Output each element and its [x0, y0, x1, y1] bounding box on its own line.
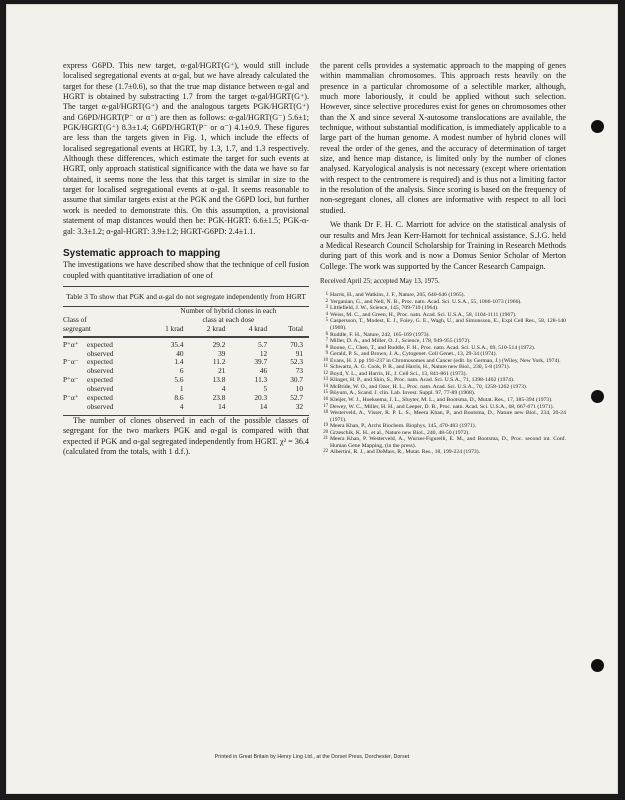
reference-item: [320, 410, 566, 423]
segregant-class: P⁺α⁻: [63, 375, 79, 385]
table-cell-v1: 6: [179, 366, 184, 376]
reference-text: Evans, H. J. pp 191-237 in Chromosomes and Cancer (edit. by German, J.) (Wiley, New York, 1974).: [330, 357, 561, 364]
row-kind: expected: [87, 357, 113, 367]
table-cell-v1: 4: [148, 403, 190, 415]
left-column: [63, 61, 309, 461]
reference-number: 10: [323, 357, 328, 363]
table-3: [63, 286, 309, 416]
reference-text: Ruddle, F. H., Nature, 242, 165-169 (1973).: [330, 331, 430, 338]
reference-number: 20: [323, 429, 328, 435]
column-header: Total: [288, 323, 303, 333]
reference-item: [320, 436, 566, 449]
row-kind: expected: [87, 339, 113, 349]
table-cell-v3: 20.3: [254, 393, 268, 403]
column-header: 4 krad: [248, 323, 268, 333]
table-cell-v1: 1.4: [174, 357, 184, 367]
column-header: 1 krad: [165, 323, 184, 333]
table-cell-v3: 46: [259, 366, 268, 376]
reference-text: Boone, C., Chen, T., and Ruddle, F. H., Proc. natn. Acad. Sci. U.S.A., 69, 510-514 (1972).: [330, 344, 536, 351]
row-kind: observed: [87, 384, 114, 394]
table-cell-v2: 14: [190, 403, 232, 415]
reference-text: Yerganian, G., and Nell, N. B., Proc. natn. Acad. Sci. U.S.A., 55, 1066-1073 (1966).: [330, 298, 522, 305]
table-cell-total: 30.7: [290, 375, 303, 385]
reference-number: 17: [323, 403, 328, 409]
reference-number: 16: [323, 396, 328, 402]
reference-text: Böyum, A., Scand. J. clin. Lab. Invest. Suppl. 97, 77-89 (1968).: [330, 390, 476, 397]
reference-text: Littlefield, J. W., Science, 145, 709-710 (1964).: [330, 305, 439, 312]
reference-number: 1: [325, 292, 328, 298]
binder-hole-top: [591, 120, 604, 133]
reference-text: Meera Khan, P. Westerveld, A., Wurzer-Figurelli, E. M., and Bootsma, D., Proc. second int. Conf. Human Gene Mapping, (in the press).: [330, 436, 566, 449]
table-cell-v3: 14: [231, 403, 273, 415]
row-kind: observed: [87, 348, 114, 358]
segregant-class: P⁺α⁺: [63, 339, 79, 349]
row-kind: expected: [87, 375, 113, 385]
segregant-class-cell: [63, 403, 148, 415]
segregant-class: P⁻α⁻: [63, 357, 79, 367]
journal-page: [6, 4, 618, 794]
reference-text: Kleijer, W. J., Hoeksema, J. L., Sluyter, M. L., and Bootsma, D., Mutat. Res., 17, 385-394 (1973).: [330, 396, 553, 403]
reference-text: Harris, H., and Watkins, J. F., Nature, 205, 640-646 (1965).: [330, 292, 465, 299]
printer-footer: Printed in Great Britain by Henry Ling Ltd., at the Dorset Press, Dorchester, Dorset: [214, 754, 410, 760]
right-column: [320, 61, 566, 456]
table-cell-v1: 5.6: [174, 375, 184, 385]
table-caption: Table 3 To show that PGK and α-gal do not segregate independently from HGRT: [63, 286, 309, 301]
group-header-2: class at each dose: [202, 314, 255, 324]
reference-text: Dewey, W. C., Miller, H. H., and Leeper, D. B., Proc. natn. Acad. Sci. U.S.A., 68, 667-671 (1971).: [330, 403, 554, 410]
reference-number: 15: [323, 390, 328, 396]
table-row: [63, 403, 309, 415]
table-cell-v1: 35.4: [170, 339, 184, 349]
reference-text: Grzeschik, K. H., et al., Nature new Biol., 240, 48-50 (1972).: [330, 429, 470, 436]
reference-text: Gerald, P. S., and Brown, J. A., Cytogenet. Cell Genet., 13, 29-34 (1974).: [330, 351, 497, 358]
group-header-1: Number of hybrid clones in each: [180, 305, 277, 315]
table-cell-v2: 11.2: [212, 357, 226, 367]
reference-item: [320, 318, 566, 331]
reference-number: 12: [323, 370, 328, 376]
table-3-grid: [63, 304, 309, 416]
reference-number: 21: [323, 436, 328, 442]
table-cell-v2: 39: [218, 348, 226, 358]
table-cell-v2: 21: [218, 366, 226, 376]
table-cell-v1: 1: [179, 384, 184, 394]
table-cell-v1: 40: [176, 348, 184, 358]
table-cell-v2: 23.8: [212, 393, 226, 403]
reference-number: 13: [323, 377, 328, 383]
reference-number: 11: [323, 364, 328, 370]
reference-number: 6: [325, 331, 328, 337]
reference-number: 8: [325, 344, 328, 350]
reference-text: Boyd, Y. L., and Harris, H., J. Cell Sci., 13, 841-861 (1973).: [330, 370, 467, 377]
reference-text: Meera Khan, P., Archs Biochem. Biophys, 145, 470-483 (1971).: [330, 423, 477, 430]
column-header: 2 krad: [206, 323, 226, 333]
table-body: [63, 337, 309, 415]
reference-text: Klinger, H. P., and Shin, S., Proc. natn. Acad. Sci. U.S.A., 71, 1398-1402 (1974).: [330, 377, 515, 384]
section-heading: Systematic approach to mapping: [63, 247, 221, 259]
reference-number: 7: [325, 338, 328, 344]
table-cell-total: 52.7: [290, 393, 303, 403]
table-cell-v3: 11.3: [254, 375, 268, 385]
table-cell-total: 70.3: [290, 339, 303, 349]
class-header-2: segregant: [63, 323, 91, 333]
after-table-paragraph: The number of clones observed in each of the possible classes of segregant for the two markers PGK and α-gal is compared with that expected if PGK and α-gal segregated independently from HGRT. χ² = 36.4 (calculated from the totals, with 1 d.f.).: [63, 415, 309, 456]
table-cell-v2: 13.8: [212, 375, 226, 385]
reference-text: Westerveld, A., Visser, R. P. L. S., Meera Khan, P., and Bootsma, D., Nature new Biol., 234, 20-24 (1971).: [330, 410, 566, 423]
reference-number: 9: [325, 351, 328, 357]
table-cell-v2: 29.2: [212, 339, 226, 349]
reference-number: 3: [325, 305, 328, 311]
reference-number: 22: [323, 449, 328, 455]
table-cell-v2: 4: [221, 384, 226, 394]
table-cell-v3: 5: [263, 384, 268, 394]
table-cell-v3: 12: [259, 348, 268, 358]
segregant-class: P⁻α⁺: [63, 393, 79, 403]
table-cell-total: 52.3: [290, 357, 303, 367]
table-cell-v3: 5.7: [258, 339, 268, 349]
reference-number: 14: [323, 383, 328, 389]
reference-text: Albertini, R. J., and DeMars, R., Mutat. Res., 18, 199-224 (1973).: [330, 449, 481, 456]
reference-number: 18: [323, 410, 328, 416]
binder-hole-middle: [591, 390, 604, 403]
intro-paragraph: express G6PD. This new target, α-gal/HGRT(G⁺), would still include localised segregational events at α-gal, but we have already calculated the target for these (1.7±0.6), so that the true map distance between α-gal and HGRT is obtained by substracting 1.7 from the target α-gal/HGRT(G⁺). The target α-gal/HGRT(G⁺) and the analogous targets PGK/HGRT(G⁺) and G6PD/HGRT(P⁻ or α⁻) are then as follows: α-gal/HGRT(G⁻) 5.6±1; PGK/HGRT(G⁺) 8.3±1.4; G6PD/HGRT(P⁻ or α⁻) 4.1±0.9. These figures are less than the targets given in Fig. 1, which include the effects of localised segregational events at HGRT, by 1.3, 1.7, and 1.3 respectively. Although these differences, which estimate the target for such events at HGRT, only approach statistical significance with the data we have so far obtained, it seems none the less that this target is similar in size to the target for localised segregational events at α-gal. It seems reasonable to assume that similar targets exist at the PGK and the G6PD loci, but further work is needed to demonstrate this. On this assumption, a provisional statement of map distances would then be: PGK-HGRT: 6.6±1.5; PGK-α-gal: 3.3±1.2; α-gal-HGRT: 3.9±1.2; HGRT-G6PD: 2.4±1.1.: [63, 61, 309, 236]
reference-list: [320, 292, 566, 456]
reference-text: Caspersson, T., Modest, E. J., Foley, G. E., Wagh, U., and Simonsson, E., Expl Cell Res., 58, 128-140 (1969).: [330, 318, 566, 331]
reference-number: 19: [323, 423, 328, 429]
reference-number: 4: [325, 311, 328, 317]
binder-hole-bottom: [591, 659, 604, 672]
reference-text: McBride, W. O., and Ozer, H. L., Proc. natn. Acad. Sci. U.S.A., 70, 1258-1262 (1973).: [330, 383, 528, 390]
row-kind: observed: [87, 401, 114, 411]
table-cell-v3: 39.7: [254, 357, 268, 367]
table-cell-total: 10: [295, 384, 303, 394]
table-cell-total: 32: [273, 403, 309, 415]
received-date: Received April 25; accepted May 13, 1975.: [320, 277, 440, 285]
reference-item: [320, 449, 566, 456]
table-cell-total: 73: [295, 366, 303, 376]
reference-text: Miller, D. A., and Miller, O. J., Science, 178, 949-955 (1972).: [330, 338, 471, 345]
row-kind: observed: [87, 366, 114, 376]
class-header-1: Class of: [63, 314, 87, 324]
table-cell-v1: 8.6: [174, 393, 184, 403]
conclusion-paragraph: the parent cells provides a systematic approach to the mapping of genes within mammalian chromosomes. This approach rests heavily on the presence in a particular chromosome of a selectible marker, although, much more laboriously, it could be applied without such selection. However, since selective procedures exist for genes on chromosomes other than the X and since several X-autosome translocations are available, the technique, without substantial modification, is immediately applicable to a large part of the human genome. A modest number of hybrid clones will reveal the order of the genes, and the accuracy of determination of target size, and hence map distance, is limited only by the number of clones analysed. Karyological analysis is not necessary (except where orientation with respect to the centromere is required) and is thus not a limiting factor in the resolution of the analysis. Since scoring is based on the frequency of non-segregant clones, all clones are informative with respect to all loci studied.: [320, 61, 566, 215]
reference-text: Schwartz, A. G. Cook, P. R., and Harris, H., Nature new Biol., 230, 5-8 (1971).: [330, 364, 511, 371]
reference-number: 5: [325, 318, 328, 324]
table-cell-total: 91: [295, 348, 303, 358]
acknowledgements: We thank Dr F. H. C. Marriott for advice on the statistical analysis of our results and Mrs Jean Kerr-Harnott for technical assistance. S.J.G. held a Medical Research Council Scholarship for Training in Research Methods during part of this work and is now a Domus Senior Scholar of Merton College. The work was supported by the Cancer Research Campaign.: [320, 220, 566, 271]
row-kind: expected: [87, 393, 113, 403]
section-paragraph: The investigations we have described show that the technique of cell fusion coupled with quantitative irradiation of one of: [63, 260, 309, 280]
reference-text: Weiss, M. C., and Green, H., Proc. natn. Acad. Sci. U.S.A., 58, 1104-1111 (1967).: [330, 311, 517, 318]
reference-number: 2: [325, 298, 328, 304]
